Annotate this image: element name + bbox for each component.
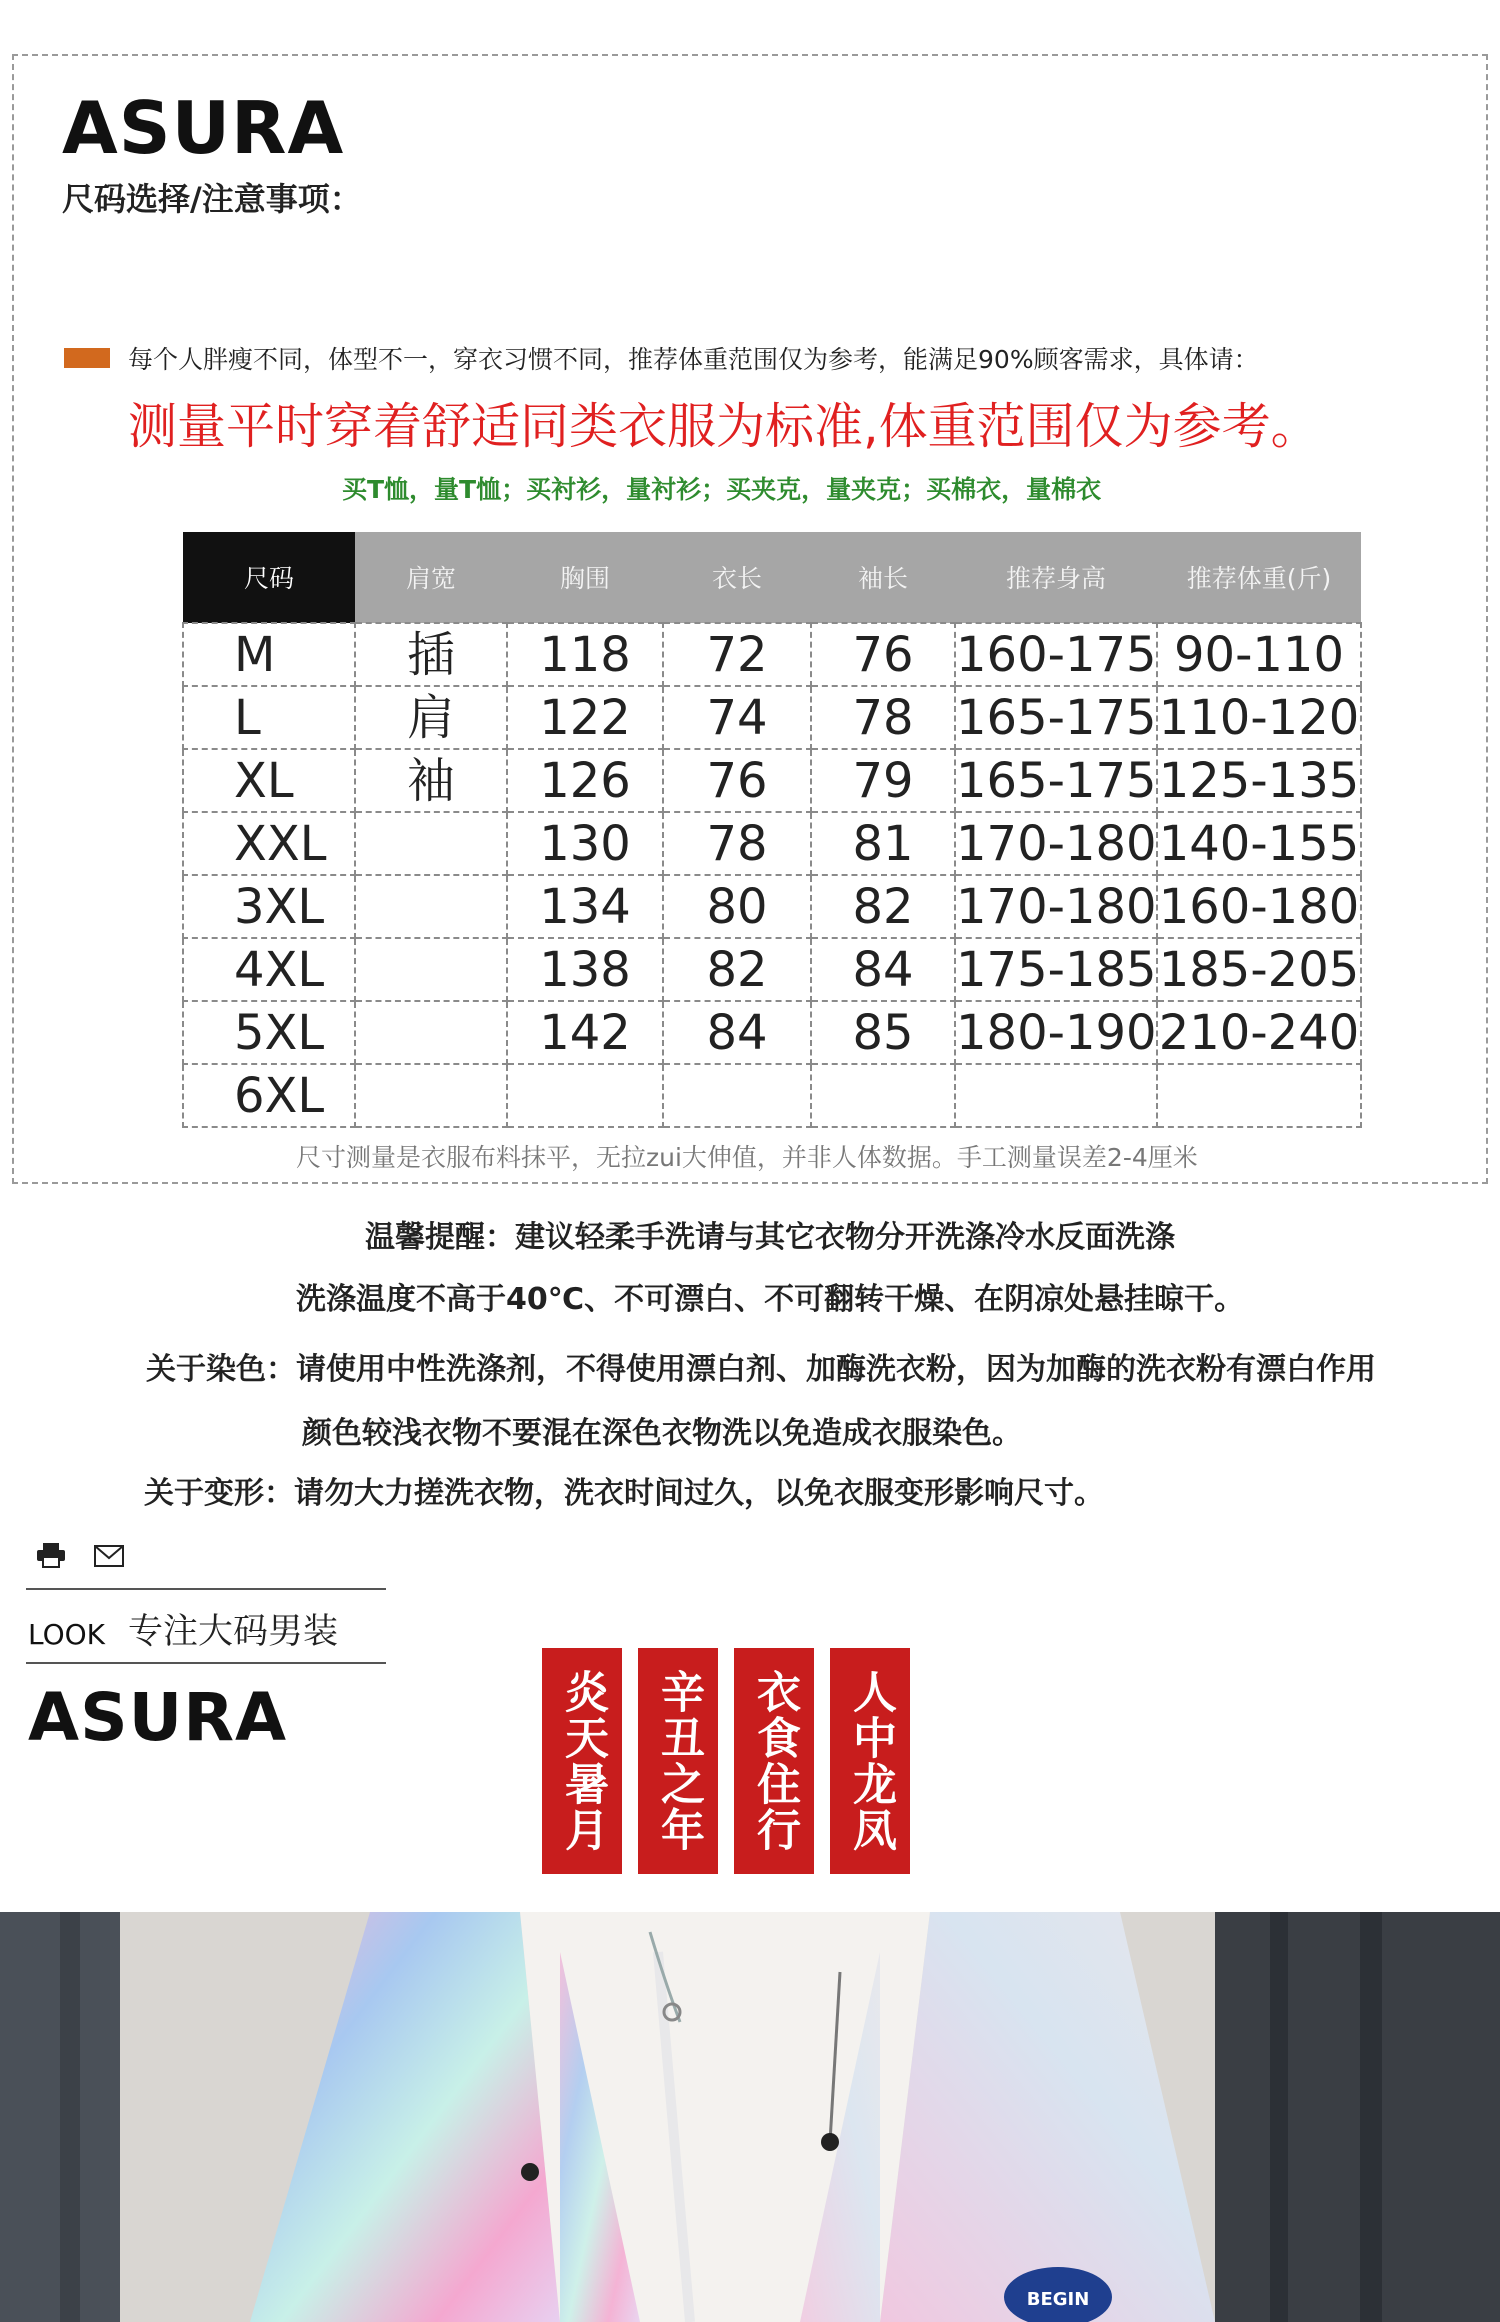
cell-size: 6XL: [183, 1064, 355, 1127]
care-deformation: 关于变形：请勿大力搓洗衣物，洗衣时间过久，以免衣服变形影响尺寸。: [144, 1476, 1104, 1511]
cell-height: 165-175: [955, 686, 1157, 749]
banner-1: [542, 1648, 622, 1874]
cell-length: 84: [663, 1001, 811, 1064]
brand-logo-bottom: ASURA: [28, 1679, 288, 1756]
brand-logo: ASURA: [62, 86, 345, 170]
cell-shoulder: 肩: [355, 686, 507, 749]
cell-chest: 130: [507, 812, 663, 875]
cell-chest: 142: [507, 1001, 663, 1064]
cell-chest: [507, 1064, 663, 1127]
header-length: 衣长: [663, 532, 811, 623]
note-marker: [64, 348, 110, 368]
table-row: [183, 938, 1361, 1001]
header-size: 尺码: [183, 532, 355, 623]
table-row: [183, 1064, 1361, 1127]
banner-2: [638, 1648, 718, 1874]
cell-weight: 90-110: [1157, 623, 1361, 686]
care-dye-detail: 颜色较浅衣物不要混在深色衣物洗以免造成衣服染色。: [302, 1416, 1022, 1451]
table-header-row: [183, 532, 1361, 623]
cell-weight: 110-120: [1157, 686, 1361, 749]
cell-sleeve: 76: [811, 623, 955, 686]
divider-top: [26, 1588, 386, 1590]
size-table: [182, 532, 1362, 1128]
cell-sleeve: 82: [811, 875, 955, 938]
cell-length: 80: [663, 875, 811, 938]
cell-sleeve: 84: [811, 938, 955, 1001]
fit-note: 每个人胖瘦不同，体型不一，穿衣习惯不同，推荐体重范围仅为参考，能满足90%顾客需求，具体请：: [128, 345, 1259, 374]
table-row: [183, 623, 1361, 686]
cell-weight: 125-135: [1157, 749, 1361, 812]
cell-weight: [1157, 1064, 1361, 1127]
cell-length: 74: [663, 686, 811, 749]
cell-shoulder: [355, 1064, 507, 1127]
table-row: [183, 812, 1361, 875]
cell-height: 165-175: [955, 749, 1157, 812]
cell-height: 170-180: [955, 812, 1157, 875]
cell-shoulder: [355, 938, 507, 1001]
header-weight: 推荐体重(斤): [1157, 532, 1361, 623]
cell-chest: 134: [507, 875, 663, 938]
cell-height: [955, 1064, 1157, 1127]
cell-size: 3XL: [183, 875, 355, 938]
banner-3: [734, 1648, 814, 1874]
cell-length: [663, 1064, 811, 1127]
cell-weight: 210-240: [1157, 1001, 1361, 1064]
cell-shoulder: [355, 812, 507, 875]
cell-height: 180-190: [955, 1001, 1157, 1064]
care-temperature: 洗涤温度不高于40℃、不可漂白、不可翻转干燥、在阴凉处悬挂晾干。: [296, 1282, 1245, 1317]
cell-length: 72: [663, 623, 811, 686]
cell-chest: 126: [507, 749, 663, 812]
measure-highlight: 测量平时穿着舒适同类衣服为标准,体重范围仅为参考。: [128, 398, 1320, 455]
table-row: [183, 686, 1361, 749]
care-dye: 关于染色：请使用中性洗涤剂，不得使用漂白剂、加酶洗衣粉，因为加酶的洗衣粉有漂白作用: [146, 1352, 1376, 1387]
table-row: [183, 749, 1361, 812]
cell-sleeve: 85: [811, 1001, 955, 1064]
banner-text: 辛丑之年: [653, 1669, 704, 1853]
header-chest: 胸围: [507, 532, 663, 623]
cell-size: M: [183, 623, 355, 686]
brand-tagline: 专注大码男装: [128, 1612, 339, 1652]
cell-size: 4XL: [183, 938, 355, 1001]
buy-measure-tip: 买T恤，量T恤；买衬衫，量衬衫；买夹克，量夹克；买棉衣，量棉衣: [342, 475, 1102, 504]
cell-shoulder: 插: [355, 623, 507, 686]
cell-size: XL: [183, 749, 355, 812]
cell-sleeve: 79: [811, 749, 955, 812]
cell-height: 160-175: [955, 623, 1157, 686]
cell-height: 170-180: [955, 875, 1157, 938]
cell-sleeve: 78: [811, 686, 955, 749]
cell-size: L: [183, 686, 355, 749]
cell-weight: 185-205: [1157, 938, 1361, 1001]
header-height: 推荐身高: [955, 532, 1157, 623]
cell-height: 175-185: [955, 938, 1157, 1001]
printer-icon[interactable]: [36, 1542, 66, 1568]
cell-size: 5XL: [183, 1001, 355, 1064]
banner-text: 炎天暑月: [557, 1669, 608, 1853]
page-subtitle: 尺码选择/注意事项：: [62, 180, 362, 218]
header-sleeve: 袖长: [811, 532, 955, 623]
care-reminder: 温馨提醒：建议轻柔手洗请与其它衣物分开洗涤冷水反面洗涤: [365, 1220, 1175, 1255]
table-row: [183, 875, 1361, 938]
cell-weight: 160-180: [1157, 875, 1361, 938]
cell-size: XXL: [183, 812, 355, 875]
table-footnote: 尺寸测量是衣服布料抹平，无拉zui大伸值，并非人体数据。手工测量误差2-4厘米: [296, 1143, 1198, 1172]
cell-length: 78: [663, 812, 811, 875]
banner-text: 人中龙凤: [845, 1669, 896, 1853]
cell-chest: 118: [507, 623, 663, 686]
cell-chest: 138: [507, 938, 663, 1001]
product-photo: [0, 1912, 1500, 2322]
cell-shoulder: [355, 875, 507, 938]
cell-shoulder: [355, 1001, 507, 1064]
photo-badge: BEGIN: [1026, 2289, 1090, 2310]
mail-icon[interactable]: [94, 1545, 124, 1567]
cell-sleeve: [811, 1064, 955, 1127]
cell-sleeve: 81: [811, 812, 955, 875]
cell-chest: 122: [507, 686, 663, 749]
cell-length: 76: [663, 749, 811, 812]
cell-length: 82: [663, 938, 811, 1001]
cell-shoulder: 袖: [355, 749, 507, 812]
header-shoulder: 肩宽: [355, 532, 507, 623]
divider-bottom: [26, 1662, 386, 1664]
cell-weight: 140-155: [1157, 812, 1361, 875]
banner-text: 衣食住行: [749, 1669, 800, 1853]
banner-4: [830, 1648, 910, 1874]
table-row: [183, 1001, 1361, 1064]
look-label: LOOK: [28, 1618, 106, 1651]
